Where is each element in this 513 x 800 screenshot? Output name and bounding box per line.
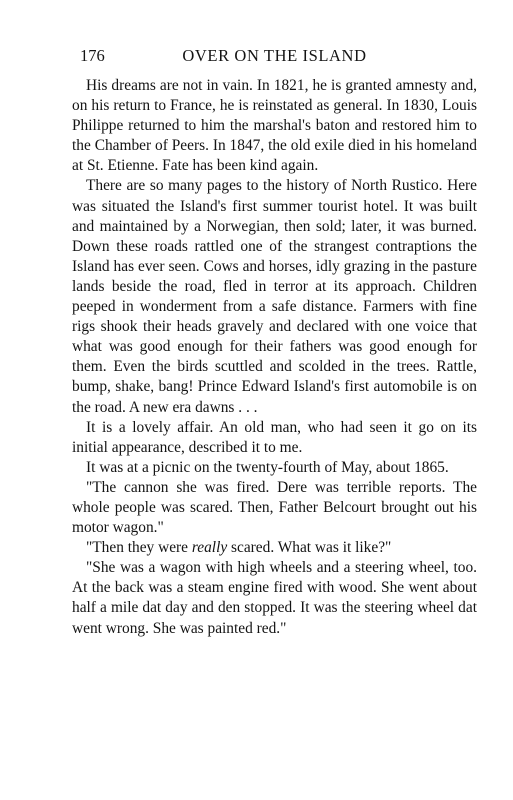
paragraph-dreams: His dreams are not in vain. In 1821, he is granted amnesty and, on his return to France, he is reinstated as general. In 1830, Louis Philippe returned to him the marshal's baton and restored him to the Chamber of Peers. In 1847, the old exile died in his homeland at St. Etienne. Fate has been kind again. [72, 77, 477, 175]
quote-after-emphasis: scared. What was it like?" [227, 539, 392, 557]
paragraph-picnic: It was at a picnic on the twenty-fourth of May, about 1865. [86, 458, 449, 476]
paragraph-cannon-quote: "The cannon she was fired. Dere was terrible reports. The whole people was scared. Then, Father Belcourt brought out his motor wagon." [72, 478, 477, 537]
page-number: 176 [80, 46, 105, 65]
page-header [72, 44, 477, 68]
paragraph-really-scared [72, 538, 477, 558]
page-content [72, 44, 477, 639]
emphasis-really: really [191, 539, 228, 557]
running-head: OVER ON THE ISLAND [182, 46, 367, 65]
paragraph-wagon-description: "She was a wagon with high wheels and a steering wheel, too. At the back was a steam engine fired with wood. She went about half a mile dat day and den stopped. It was the steering wheel dat went wrong. She was painted red." [72, 559, 477, 637]
paragraph-north-rustico: There are so many pages to the history of North Rustico. Here was situated the Island's first summer tourist hotel. It was built and maintained by a Norwegian, then sold; later, it was burned. Down these roads rattled one of the strangest contraptions the Island has ever seen. Cows and horses, idly grazing in the pasture lands beside the road, fled in terror at its approach. Children peeped in wonderment from a safe distance. Farmers with fine rigs shook their heads gravely and declared with one voice that what was good enough for their fathers was good enough for them. Even the birds scuttled and scolded in the trees. Rattle, bump, shake, bang! Prince Edward Island's first automobile is on the road. A new era dawns . . . [72, 177, 477, 416]
paragraph-lovely-affair: It is a lovely affair. An old man, who had seen it go on its initial appearance, described it to me. [72, 418, 477, 456]
quote-before-emphasis: "Then they were [86, 539, 192, 557]
